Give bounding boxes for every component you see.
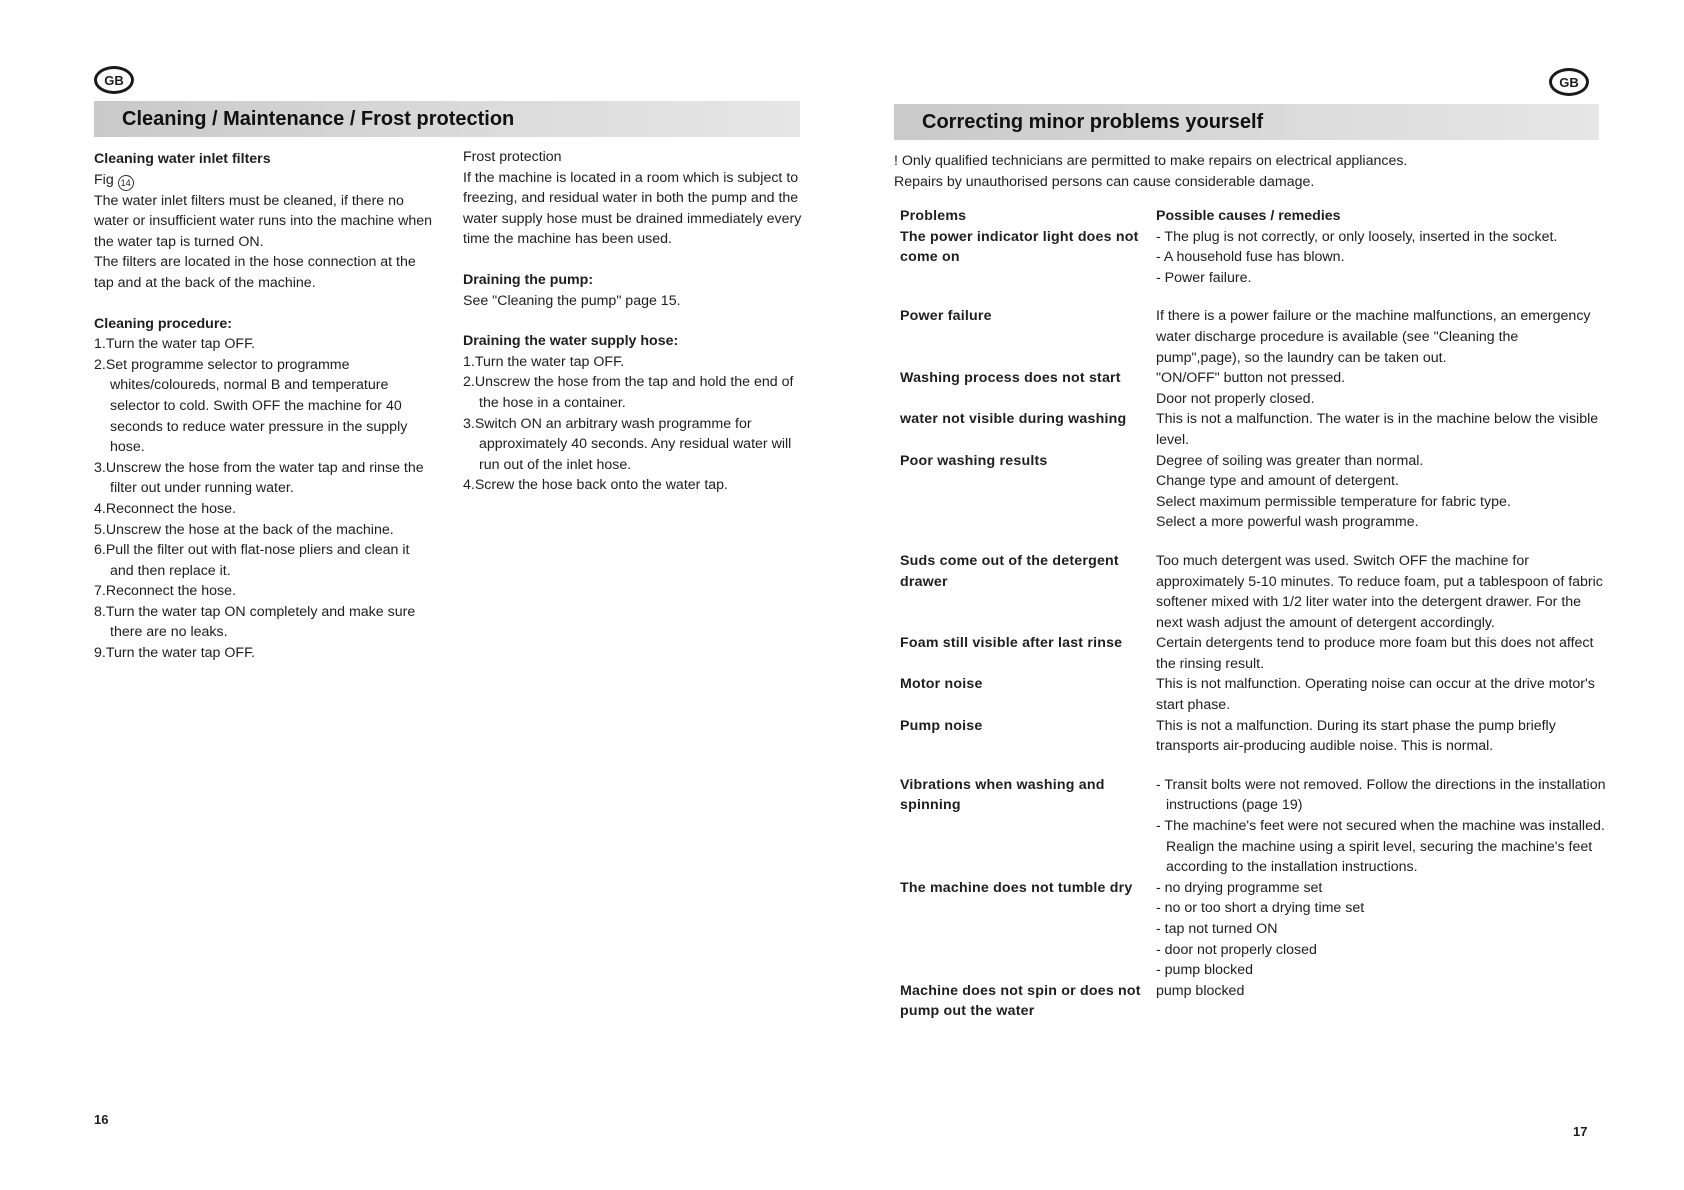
troubleshooting-table [900,206,1606,1022]
remedy-text: - no drying programme set [1156,879,1323,896]
problem-cell: Pump noise [900,717,983,734]
problem-cell: Foam still visible after last rinse [900,635,1123,652]
remedy-cell [1156,981,1606,1022]
remedy-cell [1156,451,1606,533]
remedy-text: Door not properly closed. [1156,390,1315,407]
list-item: 6.Pull the filter out with flat-nose pliers and clean it and then replace it. [94,542,410,579]
list-item: 9.Turn the water tap OFF. [94,645,256,662]
column-filters [94,149,434,664]
remedy-text: - Transit bolts were not removed. Follow the directions in the installation instructions (page 19) [1156,776,1606,814]
remedy-text: "ON/OFF" button not pressed. [1156,370,1346,387]
problem-cell: The machine does not tumble dry [900,879,1133,896]
remedy-cell [1156,368,1606,409]
list-item: 1.Turn the water tap OFF. [94,336,256,353]
remedy-text: - The machine's feet were not secured when the machine was installed. Realign the machine using a spirit level, securing the machine's feet according to the installation instructions. [1156,818,1605,876]
remedy-text: If there is a power failure or the machine malfunctions, an emergency water discharge procedure is available (see "Cleaning the pump",page), so the laundry can be taken out. [1156,308,1591,366]
column-frost [463,147,803,496]
paragraph: See "Cleaning the pump" page 15. [463,292,681,309]
section-header: Correcting minor problems yourself [894,104,1599,140]
page-number: 17 [1573,1124,1588,1139]
subheading: Cleaning procedure: [94,315,232,332]
remedy-text: Too much detergent was used. Switch OFF the machine for approximately 5-10 minutes. To reduce foam, put a tablespoon of fabric softener mixed with 1/2 liter water into the detergent drawer. For the next wash adjust the amount of detergent accordingly. [1156,552,1603,631]
list-item: 4.Screw the hose back onto the water tap. [463,477,728,494]
table-row [900,409,1606,450]
figure-reference [94,170,434,191]
hose-steps [463,352,803,496]
column-header: Possible causes / remedies [1156,208,1341,224]
list-item: 1.Turn the water tap OFF. [463,353,625,370]
table-header-row [900,206,1606,227]
problem-cell: Vibrations when washing and spinning [900,776,1105,814]
list-item: 5.Unscrew the hose at the back of the machine. [94,521,394,538]
list-item: 3.Switch ON an arbitrary wash programme for approximately 40 seconds. Any residual water will run out of the inlet hose. [463,415,792,473]
paragraph: The filters are located in the hose connection at the tap and at the back of the machine. [94,254,416,291]
list-item: 3.Unscrew the hose from the water tap and rinse the filter out under running water. [94,459,424,497]
table-row [900,716,1606,757]
remedy-text: - door not properly closed [1156,941,1317,958]
remedy-cell [1156,306,1606,368]
remedy-text: This is not a malfunction. During its start phase the pump briefly transports air-producing audible noise. This is normal. [1156,717,1556,755]
remedy-text: - Power failure. [1156,269,1252,286]
remedy-text: Select maximum permissible temperature for fabric type. [1156,493,1511,510]
remedy-cell [1156,227,1606,289]
table-row [900,981,1606,1022]
remedy-text: - pump blocked [1156,962,1253,979]
table-row [900,451,1606,533]
remedy-text: - A household fuse has blown. [1156,249,1345,266]
remedy-text: - tap not turned ON [1156,921,1278,937]
problem-cell: Machine does not spin or does not pump out the water [900,982,1141,1020]
list-item: 7.Reconnect the hose. [94,583,236,600]
problem-cell: Power failure [900,308,992,325]
table-body [900,227,1606,1022]
table-row [900,551,1606,633]
figure-label: Fig [94,171,114,188]
list-item: 8.Turn the water tap ON completely and make sure there are no leaks. [94,603,416,641]
table-row [900,775,1606,878]
problem-cell: Suds come out of the detergent drawer [900,552,1119,590]
remedy-cell [1156,551,1606,633]
column-header: Problems [900,208,967,224]
list-item: 4.Reconnect the hose. [94,500,236,517]
problem-cell: Washing process does not start [900,370,1121,387]
remedy-text: - no or too short a drying time set [1156,900,1365,917]
paragraph: If the machine is located in a room which is subject to freezing, and residual water in both the pump and the water supply hose must be drained immediately every time the machine has been used. [463,169,802,248]
paragraph: The water inlet filters must be cleaned, if there no water or insufficient water runs into the machine when the water tap is turned ON. [94,192,433,250]
remedy-cell [1156,775,1606,878]
remedy-text: Certain detergents tend to produce more foam but this does not affect the rinsing result. [1156,635,1594,672]
subheading: Draining the water supply hose: [463,333,679,350]
remedy-cell [1156,633,1606,674]
remedy-text: Select a more powerful wash programme. [1156,514,1419,531]
remedy-text: pump blocked [1156,982,1245,999]
remedy-cell [1156,409,1606,450]
problem-cell: water not visible during washing [900,411,1127,428]
remedy-cell [1156,674,1606,715]
remedy-text: Change type and amount of detergent. [1156,473,1399,490]
intro-notice [894,151,1594,192]
remedy-text: This is not a malfunction. The water is in the machine below the visible level. [1156,411,1599,448]
subheading: Draining the pump: [463,271,594,288]
procedure-steps [94,334,434,664]
problem-cell: The power indicator light does not come on [900,228,1139,266]
remedy-cell [1156,716,1606,757]
subheading: Frost protection [463,149,562,165]
figure-number-icon: 14 [118,175,134,191]
table-row [900,878,1606,981]
language-badge: GB [1549,68,1589,96]
warning-text: ! Only qualified technicians are permitted to make repairs on electrical appliances. [894,153,1408,169]
list-item: 2.Unscrew the hose from the tap and hold the end of the hose in a container. [463,374,794,411]
language-badge: GB [94,66,134,94]
remedy-cell [1156,878,1606,981]
page-number: 16 [94,1112,109,1127]
problem-cell: Motor noise [900,676,983,693]
remedy-text: - The plug is not correctly, or only loosely, inserted in the socket. [1156,228,1558,245]
table-row [900,306,1606,368]
list-item: 2.Set programme selector to programme whites/coloureds, normal B and temperature selector to cold. Swith OFF the machine for 40 seconds to reduce water pressure in the supply hose. [94,356,408,456]
problem-cell: Poor washing results [900,452,1048,469]
table-row [900,633,1606,674]
table-row [900,227,1606,289]
section-header: Cleaning / Maintenance / Frost protection [94,101,800,137]
warning-text: Repairs by unauthorised persons can cause considerable damage. [894,173,1315,190]
remedy-text: Degree of soiling was greater than normal. [1156,452,1424,469]
table-row [900,368,1606,409]
right-page [842,0,1684,1190]
table-row [900,674,1606,715]
subheading: Cleaning water inlet filters [94,151,271,167]
remedy-text: This is not malfunction. Operating noise can occur at the drive motor's start phase. [1156,676,1595,714]
